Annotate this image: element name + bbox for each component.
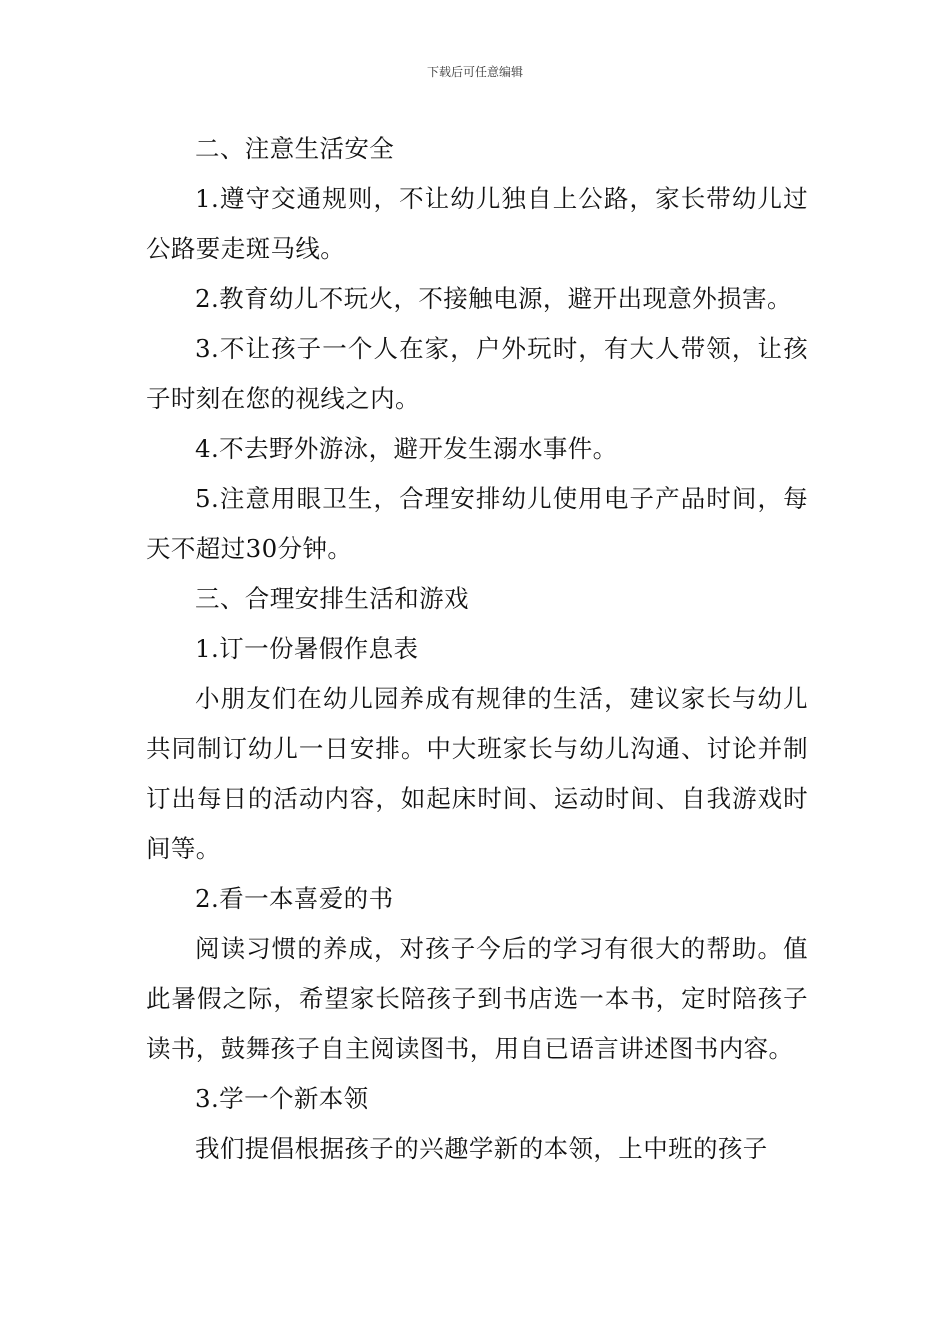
section-heading-safety: 二、注意生活安全 [195,134,395,163]
subheading-book: 2.看一本喜爱的书 [195,884,394,913]
page-header: 下载后可任意编辑 [426,65,523,79]
subheading-new-skill: 3.学一个新本领 [195,1084,369,1113]
section-heading-schedule: 三、合理安排生活和游戏 [195,584,469,613]
safety-item-2: 2.教育幼儿不玩火，不接触电源，避开出现意外损害。 [195,284,792,313]
safety-item-4: 4.不去野外游泳，避开发生溺水事件。 [195,434,618,463]
safety-item-5: 5.注意用眼卫生，合理安排幼儿使用电子产品时间，每天不超过30分钟。 [146,484,808,563]
document-body [146,124,808,1174]
subheading-timetable: 1.订一份暑假作息表 [195,634,419,663]
safety-item-1: 1.遵守交通规则，不让幼儿独自上公路，家长带幼儿过公路要走斑马线。 [146,184,808,263]
safety-item-3: 3.不让孩子一个人在家，户外玩时，有大人带领，让孩子时刻在您的视线之内。 [146,334,808,413]
paragraph-new-skill: 我们提倡根据孩子的兴趣学新的本领，上中班的孩子 [195,1134,768,1163]
paragraph-timetable: 小朋友们在幼儿园养成有规律的生活，建议家长与幼儿共同制订幼儿一日安排。中大班家长与幼儿沟通、讨论并制订出每日的活动内容，如起床时间、运动时间、自我游戏时间等。 [146,684,808,863]
paragraph-reading: 阅读习惯的养成，对孩子今后的学习有很大的帮助。值此暑假之际，希望家长陪孩子到书店选一本书，定时陪孩子读书，鼓舞孩子自主阅读图书，用自已语言讲述图书内容。 [146,934,808,1063]
